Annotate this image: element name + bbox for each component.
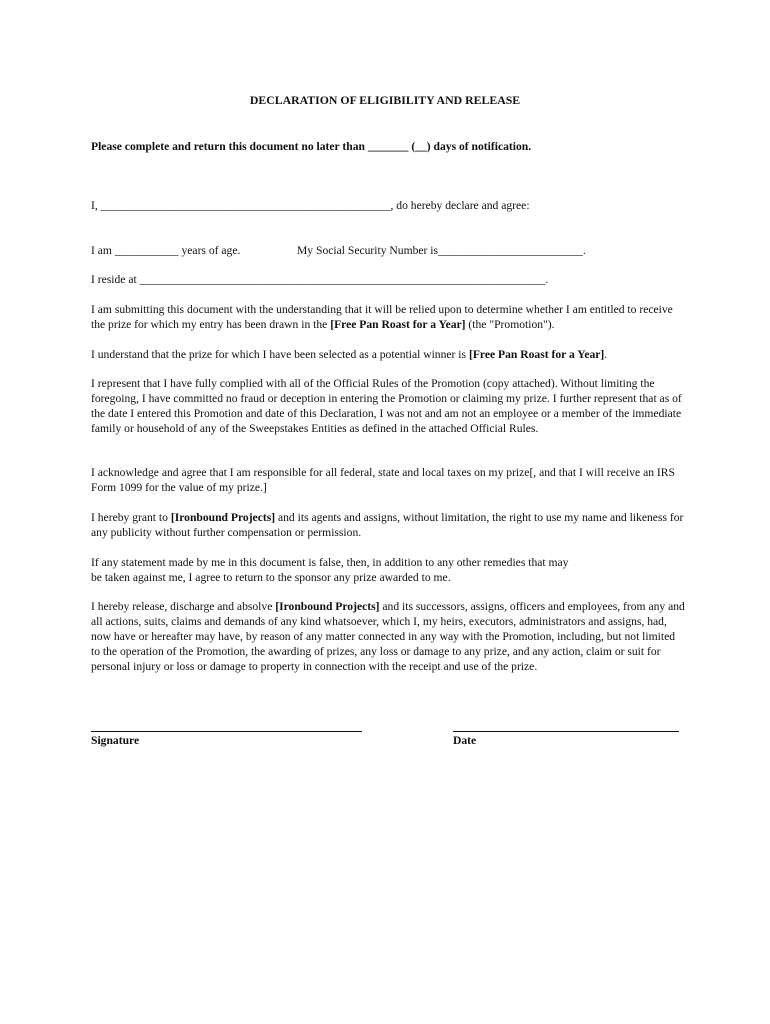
date-line[interactable] xyxy=(453,731,679,732)
residence-line: I reside at ______________________________________________________________________. xyxy=(91,273,549,286)
sponsor-name-release: [Ironbound Projects] xyxy=(275,600,380,613)
paragraph-publicity-end: and its agents and assigns, without limitation, the right to use my name and likeness for any publicity without further compensation or permission. xyxy=(91,511,684,539)
prize-name: [Free Pan Roast for a Year] xyxy=(468,348,605,361)
paragraph-submission-text: I am submitting this document with the understanding that it will be relied upon to determine whether I am entitled to receive the prize for which my entry has been drawn in the xyxy=(91,303,673,331)
age-line: I am ___________ years of age. xyxy=(91,244,241,257)
date-label: Date xyxy=(453,734,477,747)
paragraph-release-end: and its successors, assigns, officers and employees, from any and all actions, suits, claims and demands of any kind whatsoever, which I, my heirs, executors, administrators and assigns, had, now have or hereafter may have, by reason of any matter connected in any way with the Promotion, including, but not limited to the operation of the Promotion, the awarding of prizes, any loss or damage to any prize, and any action, claim or suit for personal injury or loss or damage to property in connection with the receipt and use of the prize. xyxy=(91,600,685,673)
promotion-name: [Free Pan Roast for a Year] xyxy=(330,318,466,331)
paragraph-prize-end: . xyxy=(604,348,608,361)
document-title: DECLARATION OF ELIGIBILITY AND RELEASE xyxy=(249,93,521,107)
return-instruction: Please complete and return this document no later than _______ (__) days of notification. xyxy=(91,140,532,153)
paragraph-release xyxy=(91,599,686,674)
paragraph-publicity-text: I hereby grant to xyxy=(91,511,171,524)
paragraph-prize xyxy=(91,347,686,362)
signature-label: Signature xyxy=(91,734,140,747)
paragraph-submission xyxy=(91,302,686,332)
paragraph-false-statement-line2: be taken against me, I agree to return to the sponsor any prize awarded to me. xyxy=(91,571,451,584)
paragraph-false-statement-line1: If any statement made by me in this document is false, then, in addition to any other remedies that may xyxy=(91,556,569,569)
declaration-name-line: I, __________________________________________________, do hereby declare and agree: xyxy=(91,199,530,212)
paragraph-submission-end: (the "Promotion"). xyxy=(465,318,555,331)
sponsor-name: [Ironbound Projects] xyxy=(170,511,276,524)
signature-line[interactable] xyxy=(91,731,362,732)
paragraph-prize-text: I understand that the prize for which I have been selected as a potential winner is xyxy=(91,348,469,361)
paragraph-representation: I represent that I have fully complied with all of the Official Rules of the Promotion (copy attached). Without limiting the foregoing, I have committed no fraud or deception in entering the Promotion or claiming my prize. I further represent that as of the date I entered this Promotion and date of this Declaration, I was not and am not an employee or a member of the immediate family or household of any of the Sweepstakes Entities as defined in the attached Official Rules. xyxy=(91,377,682,435)
paragraph-release-text: I hereby release, discharge and absolve xyxy=(91,600,276,613)
paragraph-publicity xyxy=(91,510,686,540)
paragraph-taxes: I acknowledge and agree that I am responsible for all federal, state and local taxes on my prize[, and that I will receive an IRS Form 1099 for the value of my prize.] xyxy=(91,466,675,494)
ssn-line: My Social Security Number is_________________________. xyxy=(297,244,586,257)
